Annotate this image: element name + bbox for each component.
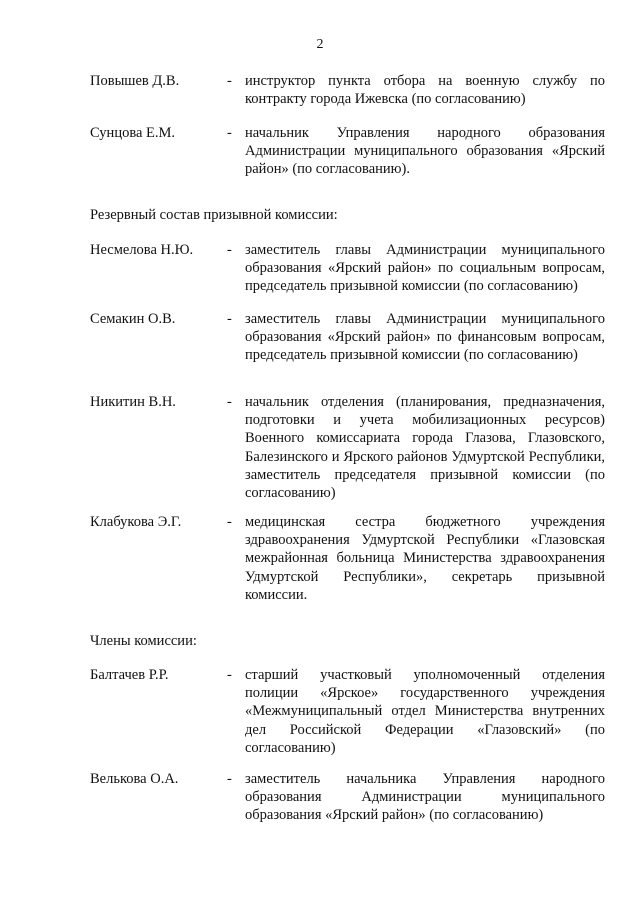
commission-entry xyxy=(90,393,605,502)
member-position: медицинская сестра бюджетного учреждения здравоохранения Удмуртской Республики «Глазовская межрайонная больница Министерства здравоохранения Удмуртской Республики», секретарь призывной комиссии. xyxy=(245,514,605,603)
member-position: заместитель главы Администрации муниципального образования «Ярский район» по социальным вопросам, председатель призывной комиссии (по согласованию) xyxy=(245,242,605,295)
dash-separator: - xyxy=(227,73,232,89)
member-name: Клабукова Э.Г. xyxy=(90,514,182,530)
dash-separator: - xyxy=(227,125,232,141)
commission-entry xyxy=(90,72,605,108)
dash-separator: - xyxy=(227,514,232,530)
member-name: Семакин О.В. xyxy=(90,311,176,327)
section-title-reserve: Резервный состав призывной комиссии: xyxy=(90,207,338,223)
member-name: Повышев Д.В. xyxy=(90,73,180,89)
dash-separator: - xyxy=(227,771,232,787)
commission-entry xyxy=(90,770,605,825)
member-name: Несмелова Н.Ю. xyxy=(90,242,194,258)
section-title-members: Члены комиссии: xyxy=(90,633,197,649)
member-position: заместитель начальника Управления народного образования Администрации муниципального образования «Ярский район» (по согласованию) xyxy=(245,771,605,824)
member-name: Никитин В.Н. xyxy=(90,394,176,410)
member-position: заместитель главы Администрации муниципального образования «Ярский район» по финансовым вопросам, председатель призывной комиссии (по согласованию) xyxy=(245,311,605,364)
member-position: начальник отделения (планирования, предназначения, подготовки и учета мобилизационных ресурсов) Военного комиссариата города Глазова, Глазовского, Балезинского и Ярского районов Удмуртской Республики, заместитель председателя призывной комиссии (по согласованию) xyxy=(245,394,605,502)
commission-entry xyxy=(90,241,605,296)
member-name: Сунцова Е.М. xyxy=(90,125,176,141)
member-name: Балтачев Р.Р. xyxy=(90,667,169,683)
commission-entry xyxy=(90,666,605,757)
member-position: старший участковый уполномоченный отделения полиции «Ярское» государственного учреждения «Межмуниципальный отдел Министерства внутренних дел Российской Федерации «Глазовский» (по согласованию) xyxy=(245,667,605,756)
page-number: 2 xyxy=(316,37,324,52)
commission-entry xyxy=(90,124,605,179)
dash-separator: - xyxy=(227,311,232,327)
dash-separator: - xyxy=(227,242,232,258)
member-position: начальник Управления народного образования Администрации муниципального образования «Ярский район» (по согласованию). xyxy=(245,125,605,178)
member-position: инструктор пункта отбора на военную службу по контракту города Ижевска (по согласованию) xyxy=(245,73,605,108)
dash-separator: - xyxy=(227,394,232,410)
member-name: Велькова О.А. xyxy=(90,771,179,787)
dash-separator: - xyxy=(227,667,232,683)
commission-entry xyxy=(90,310,605,365)
commission-entry xyxy=(90,513,605,604)
